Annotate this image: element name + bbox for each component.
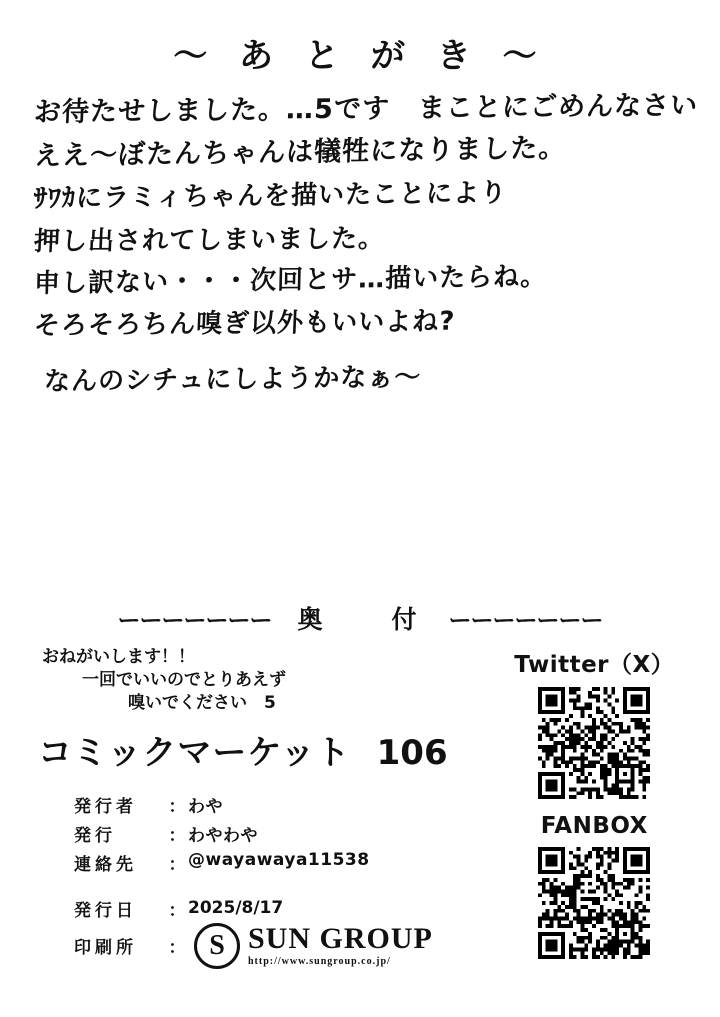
twitter-label: Twitter（X） [514, 652, 675, 678]
info-value: わや [188, 796, 223, 817]
colophon-header-label: 奥 付 [297, 605, 439, 634]
afterword-line: 申し訳ない・・・次回とサ…描いたらね。 [33, 261, 548, 299]
table-row [74, 895, 433, 922]
publication-info-table [74, 895, 433, 970]
table-row [74, 819, 370, 848]
afterword-line: ｻﾜｶにラミィちゃんを描いたことにより [33, 178, 508, 215]
info-colon: ： [168, 900, 186, 921]
work-title-number: 106 [376, 732, 448, 773]
request-line: 嗅いでください 5 [128, 692, 276, 713]
fanbox-qr-code[interactable] [538, 847, 650, 959]
request-line: おねがいします！！ [42, 647, 195, 667]
info-colon: ： [168, 938, 186, 959]
twitter-qr-code[interactable] [538, 687, 650, 799]
fanbox-label: FANBOX [540, 813, 648, 839]
info-key: 印刷所 [74, 938, 137, 959]
printer-url: http://www.sungroup.co.jp/ [248, 956, 391, 968]
work-title [38, 725, 505, 774]
info-colon: ： [168, 825, 186, 846]
printer-logo [194, 923, 433, 969]
table-row [74, 922, 433, 970]
info-key: 発行者 [74, 796, 137, 817]
afterword-line: なんのシチュにしようかなぁ〜 [43, 362, 422, 397]
table-row [74, 790, 370, 819]
info-value: わやわや [188, 825, 258, 846]
info-value-contact: @wayawaya11538 [188, 849, 370, 870]
afterword-line: ええ〜ぼたんちゃんは犠牲になりました。 [33, 132, 567, 172]
colophon-dash-left: ーーーーーーー [117, 607, 272, 634]
info-key: 発行日 [74, 900, 137, 921]
info-value-date: 2025/8/17 [188, 898, 284, 919]
info-colon: ： [168, 796, 186, 817]
afterword-line: 押し出されてしまいました。 [33, 223, 386, 257]
printer-name: SUN GROUP [248, 922, 433, 956]
info-key: 連絡先 [74, 854, 137, 875]
afterword-section [0, 0, 720, 403]
afterword-line: お待たせしました。…5です まことにごめんなさい [33, 90, 699, 128]
request-line: 一回でいいのでとりあえず [82, 669, 286, 690]
publisher-info-table [74, 790, 370, 877]
sun-group-logo-icon [194, 923, 240, 969]
work-title-text: コミックマーケット [38, 732, 351, 773]
info-colon: ： [168, 854, 186, 875]
colophon-dash-right: ーーーーーーー [448, 607, 603, 634]
table-row [74, 848, 370, 877]
colophon-left-column [36, 646, 505, 970]
afterword-title: 〜 あ と が き 〜 [172, 36, 548, 76]
afterword-line: そろそろちん嗅ぎ以外もいいよね? [33, 306, 456, 341]
info-key: 発行 [74, 825, 116, 846]
colophon-section [0, 600, 720, 970]
social-column [505, 646, 684, 970]
colophon-header [36, 600, 684, 636]
